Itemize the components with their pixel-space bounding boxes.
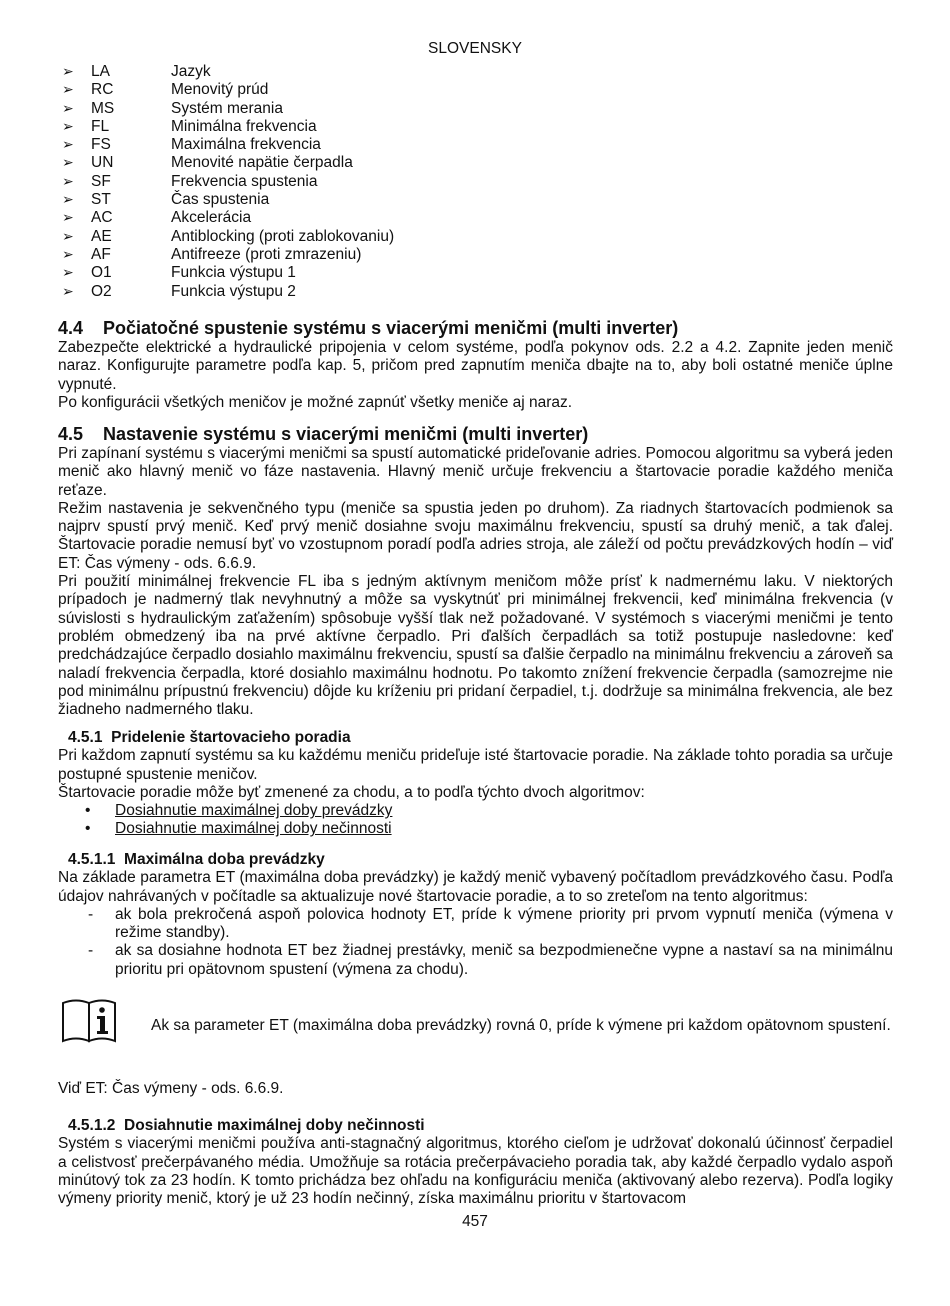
section-number: 4.5 xyxy=(58,424,84,444)
parameter-desc: Systém merania xyxy=(171,99,283,117)
bullet-icon: • xyxy=(85,820,91,838)
parameter-row xyxy=(62,208,394,226)
parameter-desc: Čas spustenia xyxy=(171,191,270,209)
parameter-desc: Frekvencia spustenia xyxy=(171,172,318,190)
parameter-row xyxy=(62,172,394,190)
arrow-bullet-icon: ➢ xyxy=(62,209,74,226)
parameter-code: AC xyxy=(91,209,113,227)
subsection-heading xyxy=(58,851,893,869)
list-item[interactable] xyxy=(58,820,893,838)
paragraph: Na základe parametra ET (maximálna doba prevádzky) je každý menič vybavený počítadlom prevádzkového času. Podľa údajov nahrávaných v počítadle sa aktualizuje nové štartovacie poradie, a to so zreteľom na tento algoritmus: xyxy=(58,869,893,905)
section-4-5 xyxy=(58,424,893,719)
parameter-desc: Maximálna frekvencia xyxy=(171,136,321,154)
subsection-heading xyxy=(58,1117,893,1135)
parameter-desc: Antifreeze (proti zmrazeniu) xyxy=(171,245,362,263)
parameter-code: RC xyxy=(91,81,114,99)
parameter-desc: Menovitý prúd xyxy=(171,81,269,99)
parameter-row xyxy=(62,245,394,263)
parameter-code: O1 xyxy=(91,264,112,282)
parameter-code: AF xyxy=(91,245,111,263)
section-title: Dosiahnutie maximálnej doby nečinnosti xyxy=(124,1117,425,1134)
paragraph: Po konfigurácii všetkých meničov je možné zapnúť všetky meniče aj naraz. xyxy=(58,393,573,411)
book-info-icon xyxy=(60,997,118,1043)
paragraph: Systém s viacerými meničmi používa anti-stagnačný algoritmus, ktorého cieľom je udržovať dokonalú účinnosť čerpadiel a celistvosť prečerpávaného média. Umožňuje sa rotácia prečerpávacieho poradia tak, aby každé čerpadlo vydalo aspoň minútový tok za 23 hodín. K tomto prichádza bez ohľadu na konfiguráciu meniča (aktivovaný alebo rezerva). Podľa logiky výmeny priority menič, ktorý je už 23 hodín nečinný, získa maximálnu prioritu v štartovacom xyxy=(58,1135,893,1208)
dash-list xyxy=(58,906,893,979)
list-item-link[interactable]: Dosiahnutie maximálnej doby nečinnosti xyxy=(115,820,392,838)
parameter-row xyxy=(62,117,394,135)
parameter-code: UN xyxy=(91,154,114,172)
arrow-bullet-icon: ➢ xyxy=(62,117,74,134)
section-number: 4.5.1.1 xyxy=(68,851,116,868)
parameter-row xyxy=(62,190,394,208)
parameter-desc: Jazyk xyxy=(171,63,211,80)
parameter-row xyxy=(62,227,394,245)
section-number: 4.4 xyxy=(58,318,84,338)
parameter-row xyxy=(62,153,394,171)
section-title: Počiatočné spustenie systému s viacerými meničmi (multi inverter) xyxy=(103,318,679,338)
list-item-link[interactable]: Dosiahnutie maximálnej doby prevádzky xyxy=(115,802,393,820)
paragraph: Zabezpečte elektrické a hydraulické pripojenia v celom systéme, podľa pokynov ods. 2.2 a 4.2. Zapnite jeden menič naraz. Konfigurujte parametre podľa kap. 5, pričom pred zapnutím meniča dbajte na to, aby boli ostatné meniče úplne vypnuté. xyxy=(58,339,893,393)
parameter-desc: Antiblocking (proti zablokovaniu) xyxy=(171,227,395,245)
section-title: Nastavenie systému s viacerými meničmi (multi inverter) xyxy=(103,424,589,444)
dash-marker: - xyxy=(88,905,94,923)
arrow-bullet-icon: ➢ xyxy=(62,136,74,153)
arrow-bullet-icon: ➢ xyxy=(62,99,74,116)
parameter-code: SF xyxy=(91,172,111,190)
parameter-list xyxy=(62,62,394,300)
arrow-bullet-icon: ➢ xyxy=(62,172,74,189)
reference-line xyxy=(58,1080,893,1098)
bullet-list xyxy=(58,802,893,839)
section-heading xyxy=(58,318,893,338)
section-title: Maximálna doba prevádzky xyxy=(124,851,325,868)
paragraph: Viď ET: Čas výmeny - ods. 6.6.9. xyxy=(58,1080,284,1097)
parameter-code: AE xyxy=(91,227,112,245)
parameter-code: LA xyxy=(91,63,110,80)
page-header: SLOVENSKY xyxy=(428,40,522,57)
bullet-icon: • xyxy=(85,802,91,820)
list-item-text: ak sa dosiahne hodnota ET bez žiadnej prestávky, menič sa bezpodmienečne vypne a nastaví sa na minimálnu prioritu pri opätovnom spustení (výmena za chodu). xyxy=(115,942,893,978)
arrow-bullet-icon: ➢ xyxy=(62,154,74,171)
list-item xyxy=(58,906,893,943)
parameter-code: FS xyxy=(91,136,111,154)
parameter-desc: Funkcia výstupu 2 xyxy=(171,282,296,300)
arrow-bullet-icon: ➢ xyxy=(62,63,74,79)
section-heading xyxy=(58,424,893,444)
note-text: Ak sa parameter ET (maximálna doba prevádzky) rovná 0, príde k výmene pri každom opätovnom spustení. xyxy=(151,1017,891,1034)
parameter-code: MS xyxy=(91,99,115,117)
arrow-bullet-icon: ➢ xyxy=(62,191,74,208)
parameter-desc: Menovité napätie čerpadla xyxy=(171,154,353,172)
parameter-code: O2 xyxy=(91,282,112,300)
section-title: Pridelenie štartovacieho poradia xyxy=(111,729,351,746)
parameter-row xyxy=(62,62,394,80)
parameter-code: FL xyxy=(91,117,110,135)
subsection-heading xyxy=(58,729,893,747)
arrow-bullet-icon: ➢ xyxy=(62,227,74,244)
paragraph: Pri každom zapnutí systému sa ku každému meniču prideľuje isté štartovacie poradie. Na základe tohto poradia sa určuje postupné spustenie meničov. xyxy=(58,747,893,783)
dash-marker: - xyxy=(88,942,94,960)
parameter-row xyxy=(62,263,394,281)
section-number: 4.5.1.2 xyxy=(68,1117,116,1134)
parameter-desc: Funkcia výstupu 1 xyxy=(171,264,296,282)
parameter-desc: Akcelerácia xyxy=(171,209,252,227)
paragraph: Pri použití minimálnej frekvencie FL iba s jedným aktívnym meničom môže prísť k nadmernému laku. V niektorých prípadoch je nadmerný tlak nevyhnutný a môže sa vyskytnúť pri minimálnej frekvencii, keď minimálna frekvencia (v súvislosti s hydraulickým zaťažením) spôsobuje vyšší tlak než požadované. V systémoch s viacerými meničmi je tento problém obmedzený iba na prvé aktívne čerpadlo. Pri ďalších čerpadlách sa totiž postupuje nasledovne: keď predchádzajúce čerpadlo dosiahlo maximálnu frekvenciu, spustí sa ďalšie čerpadlo na minimálnu frekvenciu a zároveň sa naladí frekvencia čerpadla, ktoré dosiahlo maximálnu hodnotu. Po takomto znížení frekvencie čerpadla (samozrejme nie pod minimálnu prípustnú frekvenciu) dôjde ku kríženiu pri pridaní čerpadiel, t.j. dodržuje sa minimálna frekvencia, ale bez žiadneho nadmerného tlaku. xyxy=(58,573,893,719)
parameter-row xyxy=(62,282,394,300)
list-item-text: ak bola prekročená aspoň polovica hodnoty ET, príde k výmene priority pri prvom vypnutí meniča (výmena v režime standby). xyxy=(115,905,893,942)
page-number: 457 xyxy=(462,1213,488,1230)
arrow-bullet-icon: ➢ xyxy=(62,282,74,299)
list-item xyxy=(58,942,893,979)
paragraph: Pri zapínaní systému s viacerými meničmi sa spustí automatické prideľovanie adries. Pomocou algoritmu sa vyberá jeden menič ako hlavný menič vo fáze nastavenia. Hlavný menič určuje frekvenciu a štartovacie poradie každého meniča reťaze. xyxy=(58,445,893,499)
arrow-bullet-icon: ➢ xyxy=(62,264,74,281)
parameter-desc: Minimálna frekvencia xyxy=(171,117,317,135)
parameter-row xyxy=(62,80,394,98)
info-note xyxy=(58,995,893,1055)
parameter-row xyxy=(62,135,394,153)
arrow-bullet-icon: ➢ xyxy=(62,245,74,262)
section-4-4 xyxy=(58,318,893,412)
section-number: 4.5.1 xyxy=(68,729,103,746)
parameter-row xyxy=(62,99,394,117)
section-4-5-1-1 xyxy=(58,851,893,979)
list-item[interactable] xyxy=(58,802,893,820)
paragraph: Režim nastavenia je sekvenčného typu (meniče sa spustia jeden po druhom). Za riadnych štartovacích podmienok sa najprv spustí prvý menič. Keď prvý menič dosiahne svoju maximálnu frekvenciu, spustí sa druhý menič, a tak ďalej. Štartovacie poradie nemusí byť vo vzostupnom poradí podľa adries stroja, ale záleží od počtu prevádzkových hodín – viď ET: Čas výmeny - ods. 6.6.9. xyxy=(58,499,893,572)
arrow-bullet-icon: ➢ xyxy=(62,81,74,98)
paragraph: Štartovacie poradie môže byť zmenené za chodu, a to podľa týchto dvoch algoritmov: xyxy=(58,783,645,801)
section-4-5-1 xyxy=(58,729,893,839)
section-4-5-1-2 xyxy=(58,1117,893,1208)
parameter-code: ST xyxy=(91,191,111,209)
